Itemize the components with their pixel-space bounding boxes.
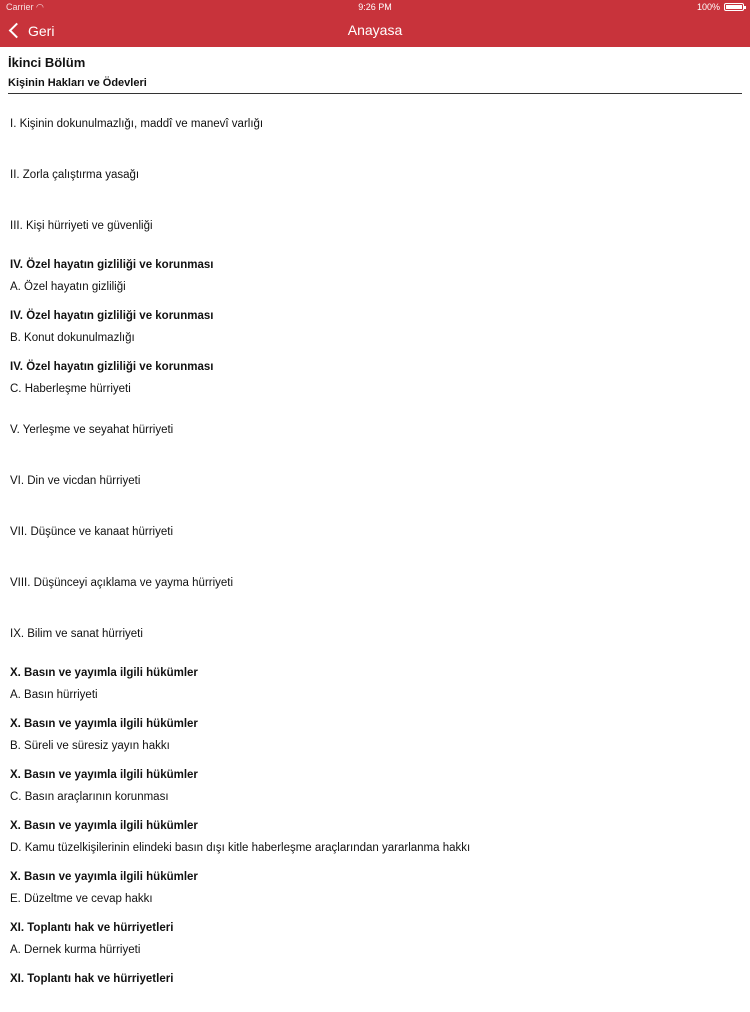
status-bar: [0, 0, 750, 14]
list-item[interactable]: [8, 961, 742, 1012]
list-item-title: VII. Düşünce ve kanaat hürriyeti: [10, 526, 173, 538]
list-item[interactable]: [8, 247, 742, 298]
list-item-heading: X. Basın ve yayımla ilgili hükümler: [10, 871, 198, 883]
list-item-title: VI. Din ve vicdan hürriyeti: [10, 475, 141, 487]
list-item-subtitle: E. Düzeltme ve cevap hakkı: [10, 893, 153, 905]
list-item[interactable]: [8, 859, 742, 910]
list-item-subtitle: B. Konut dokunulmazlığı: [10, 332, 135, 344]
list-item[interactable]: [8, 553, 742, 604]
list-item-heading: XI. Toplantı hak ve hürriyetleri: [10, 922, 174, 934]
back-button-label: Geri: [28, 22, 55, 39]
list-item-subtitle: B. Süreli ve süresiz yayın hakkı: [10, 740, 170, 752]
page-title: Anayasa: [347, 22, 403, 38]
list-item-title: VIII. Düşünceyi açıklama ve yayma hürriyeti: [10, 577, 234, 589]
list-item-heading: X. Basın ve yayımla ilgili hükümler: [10, 820, 198, 832]
list-item-heading: IV. Özel hayatın gizliliği ve korunması: [10, 310, 214, 322]
battery-fill: [726, 5, 742, 9]
list-item-heading: IV. Özel hayatın gizliliği ve korunması: [10, 361, 214, 373]
list-item[interactable]: [8, 706, 742, 757]
list-item[interactable]: [8, 808, 742, 859]
list-item[interactable]: [8, 400, 742, 451]
list-item[interactable]: [8, 910, 742, 961]
list-item[interactable]: [8, 145, 742, 196]
list-item-title: II. Zorla çalıştırma yasağı: [10, 169, 140, 181]
list-item-heading: X. Basın ve yayımla ilgili hükümler: [10, 718, 198, 730]
list-item-heading: XI. Toplantı hak ve hürriyetleri: [10, 973, 174, 985]
list-item-subtitle: A. Basın hürriyeti: [10, 689, 98, 701]
list-item[interactable]: [8, 298, 742, 349]
list-item[interactable]: [8, 655, 742, 706]
battery-percent: 100%: [696, 2, 720, 12]
list-item-subtitle: C. Basın araçlarının korunması: [10, 791, 169, 803]
list-item-subtitle: D. Kamu tüzelkişilerinin elindeki basın dışı kitle haberleşme araçlarından yararlanma hakkı: [10, 842, 471, 854]
list-item-heading: IV. Özel hayatın gizliliği ve korunması: [10, 259, 214, 271]
wifi-icon: ◠: [36, 2, 44, 12]
battery-indicator: [697, 0, 744, 14]
list-item[interactable]: [8, 94, 742, 145]
list-item[interactable]: [8, 502, 742, 553]
section-subtitle: Kişinin Hakları ve Ödevleri: [8, 77, 147, 89]
list-item[interactable]: [8, 604, 742, 655]
list-item[interactable]: [8, 451, 742, 502]
list-item-heading: X. Basın ve yayımla ilgili hükümler: [10, 667, 198, 679]
content: [8, 47, 742, 1012]
navigation-bar: [0, 14, 750, 47]
carrier-text: Carrier: [6, 2, 34, 12]
list-item[interactable]: [8, 196, 742, 247]
list-item-title: IX. Bilim ve sanat hürriyeti: [10, 628, 143, 640]
list-item[interactable]: [8, 349, 742, 400]
list-item[interactable]: [8, 757, 742, 808]
list-item-subtitle: A. Özel hayatın gizliliği: [10, 281, 126, 293]
list-item-title: I. Kişinin dokunulmazlığı, maddî ve manevî varlığı: [10, 118, 264, 130]
list-item-title: V. Yerleşme ve seyahat hürriyeti: [10, 424, 174, 436]
list-item-heading: X. Basın ve yayımla ilgili hükümler: [10, 769, 198, 781]
list-item-title: III. Kişi hürriyeti ve güvenliği: [10, 220, 153, 232]
list-item-subtitle: C. Haberleşme hürriyeti: [10, 383, 131, 395]
article-list: [8, 94, 742, 1012]
list-item-subtitle: A. Dernek kurma hürriyeti: [10, 944, 141, 956]
status-time: 9:26 PM: [358, 2, 392, 12]
section-title: İkinci Bölüm: [8, 55, 86, 70]
battery-icon: [724, 3, 744, 11]
